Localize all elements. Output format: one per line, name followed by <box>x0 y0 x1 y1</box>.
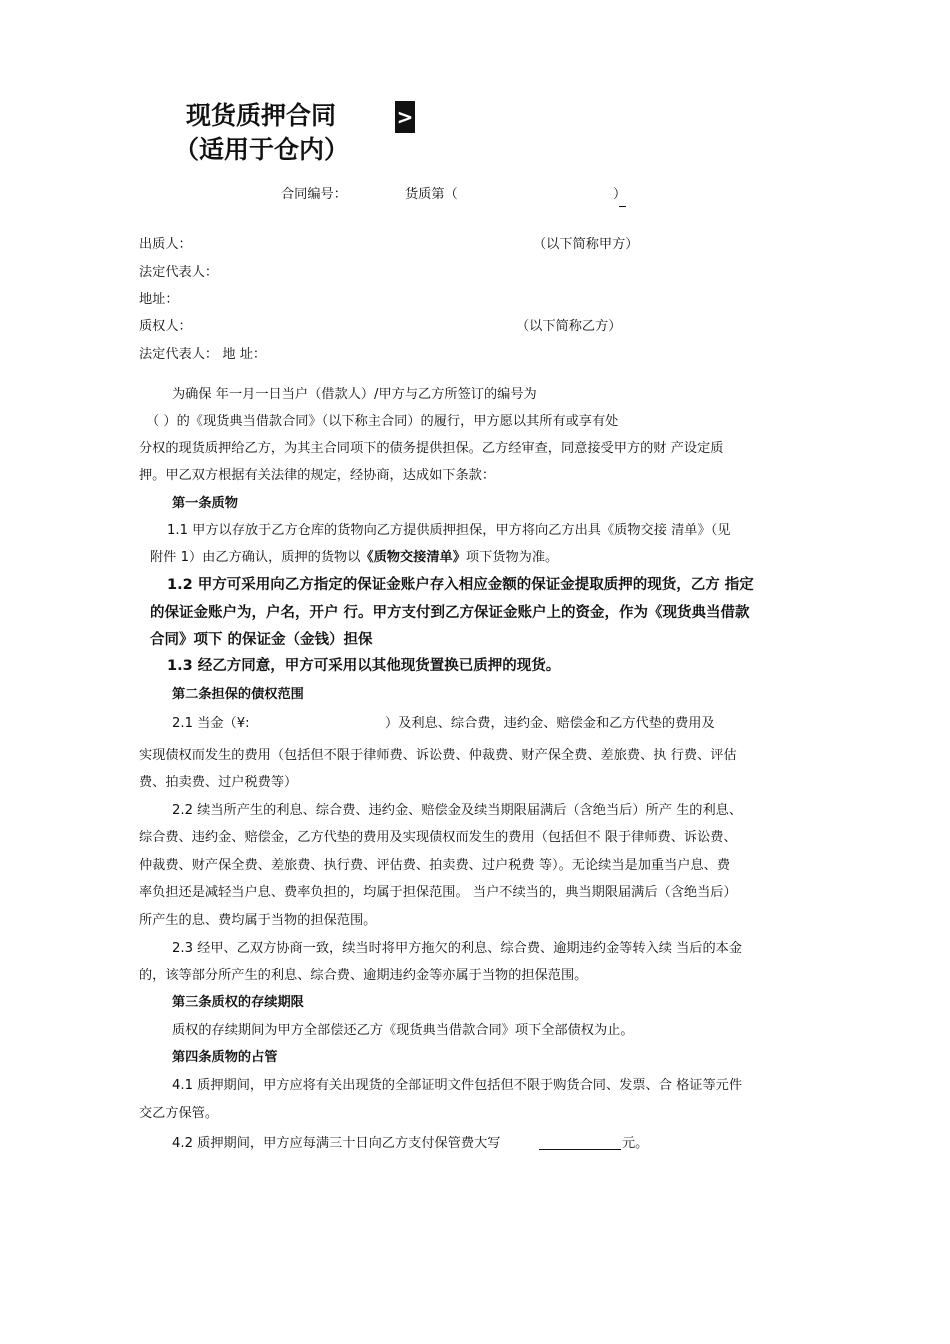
contract-no-prefix: 货质第（ <box>405 187 458 202</box>
article2-para: 综合费、违约金、赔偿金，乙方代垫的费用及实现债权而发生的费用（包括但不 限于律师费、诉讼费、 <box>139 830 737 845</box>
article1-para-bold: 合同》项下 的保证金（金钱）担保 <box>150 632 373 648</box>
title-marker-box: > <box>395 101 415 133</box>
intro-line: 押。甲乙双方根据有关法律的规定，经协商，达成如下条款： <box>139 468 496 483</box>
doc-subtitle: （适用于仓内） <box>174 135 350 164</box>
article2-para: 的，该等部分所产生的利息、综合费、逾期违约金等亦属于当物的担保范围。 <box>139 968 588 983</box>
doc-title: 现货质押合同 <box>186 101 337 130</box>
article1-heading: 第一条质物 <box>172 496 238 511</box>
article3-para: 质权的存续期间为甲方全部偿还乙方《现货典当借款合同》项下全部债权为止。 <box>172 1023 634 1038</box>
intro-line: 为确保 年一月一日当户（借款人）/甲方与乙方所签订的编号为 <box>172 387 537 402</box>
pledgee-label: 质权人： <box>139 319 192 334</box>
article1-para <box>150 549 558 567</box>
legal-rep-label-1: 法定代表人： <box>139 265 219 280</box>
article1-para: 1.1 甲方以存放于乙方仓库的货物向乙方提供质押担保，甲方将向乙方出具《质物交接 清单》（见 <box>167 523 731 538</box>
article4-para: 4.2 质押期间，甲方应每满三十日向乙方支付保管费大写 <box>172 1136 501 1151</box>
article2-heading: 第二条担保的债权范围 <box>172 687 304 702</box>
article2-para: 实现债权而发生的费用（包括但不限于律师费、诉讼费、仲裁费、财产保全费、差旅费、执 行费、评估 <box>139 748 737 763</box>
article4-heading: 第四条质物的占管 <box>172 1050 278 1065</box>
article2-para: 2.1 当金（¥: <box>172 716 250 731</box>
article4-para: 4.1 质押期间，甲方应将有关出现货的全部证明文件包括但不限于购货合同、发票、合 格证等元件 <box>172 1078 743 1093</box>
article2-para: 率负担还是减轻当户息、费率负担的，均属于担保范围。 当户不续当的，典当期限届满后（含绝当后） <box>139 885 737 900</box>
article2-para: 仲裁费、财产保全费、差旅费、执行费、评估费、拍卖费、过户税费 等）。无论续当是加重当户息、费 <box>139 858 731 873</box>
contract-no-label: 合同编号： <box>281 187 347 202</box>
article4-para: 元。 <box>622 1136 649 1151</box>
article2-para: ）及利息、综合费，违约金、赔偿金和乙方代垫的费用及 <box>385 716 715 731</box>
intro-line: 分权的现货质押给乙方，为其主合同项下的债务提供担保。乙方经审查，同意接受甲方的财 产设定质 <box>139 441 724 456</box>
article1-text: 附件 1）由乙方确认，质押的货物以 <box>150 550 361 565</box>
contract-no-underline <box>619 206 626 207</box>
article1-para-bold: 1.3 经乙方同意，甲方可采用以其他现货置换已质押的现货。 <box>167 658 561 674</box>
address-label: 地址： <box>139 292 179 307</box>
article2-para: 费、拍卖费、过户税费等） <box>139 775 298 790</box>
article4-para: 交乙方保管。 <box>139 1106 219 1121</box>
article2-para: 所产生的息、费均属于当物的担保范围。 <box>139 913 377 928</box>
pledgor-label: 出质人： <box>139 237 192 252</box>
article1-para-bold: 1.2 甲方可采用向乙方指定的保证金账户存入相应金额的保证金提取质押的现货，乙方 指定 <box>167 577 754 593</box>
article3-heading: 第三条质权的存续期限 <box>172 995 304 1010</box>
fee-amount-blank <box>539 1149 621 1150</box>
pledgee-alias: （以下简称乙方） <box>516 319 622 334</box>
intro-line: （ ）的《现货典当借款合同》（以下称主合同）的履行，甲方愿以其所有或享有处 <box>146 414 619 429</box>
article1-para-bold: 的保证金账户为，户名，开户 行。甲方支付到乙方保证金账户上的资金，作为《现货典当借款 <box>150 605 750 621</box>
article1-text: 项下货物为准。 <box>465 550 559 565</box>
contract-no-suffix: ） <box>613 187 627 202</box>
article1-text-bold: 《质物交接清单》 <box>360 550 466 565</box>
article2-para: 2.3 经甲、乙双方协商一致，续当时将甲方拖欠的利息、综合费、逾期违约金等转入续 当后的本金 <box>172 941 743 956</box>
pledgor-alias: （以下简称甲方） <box>533 237 639 252</box>
legal-rep-label-2: 法定代表人： 地 址： <box>139 347 267 362</box>
article2-para: 2.2 续当所产生的利息、综合费、违约金、赔偿金及续当期限届满后（含绝当后）所产 生的利息、 <box>172 803 743 818</box>
